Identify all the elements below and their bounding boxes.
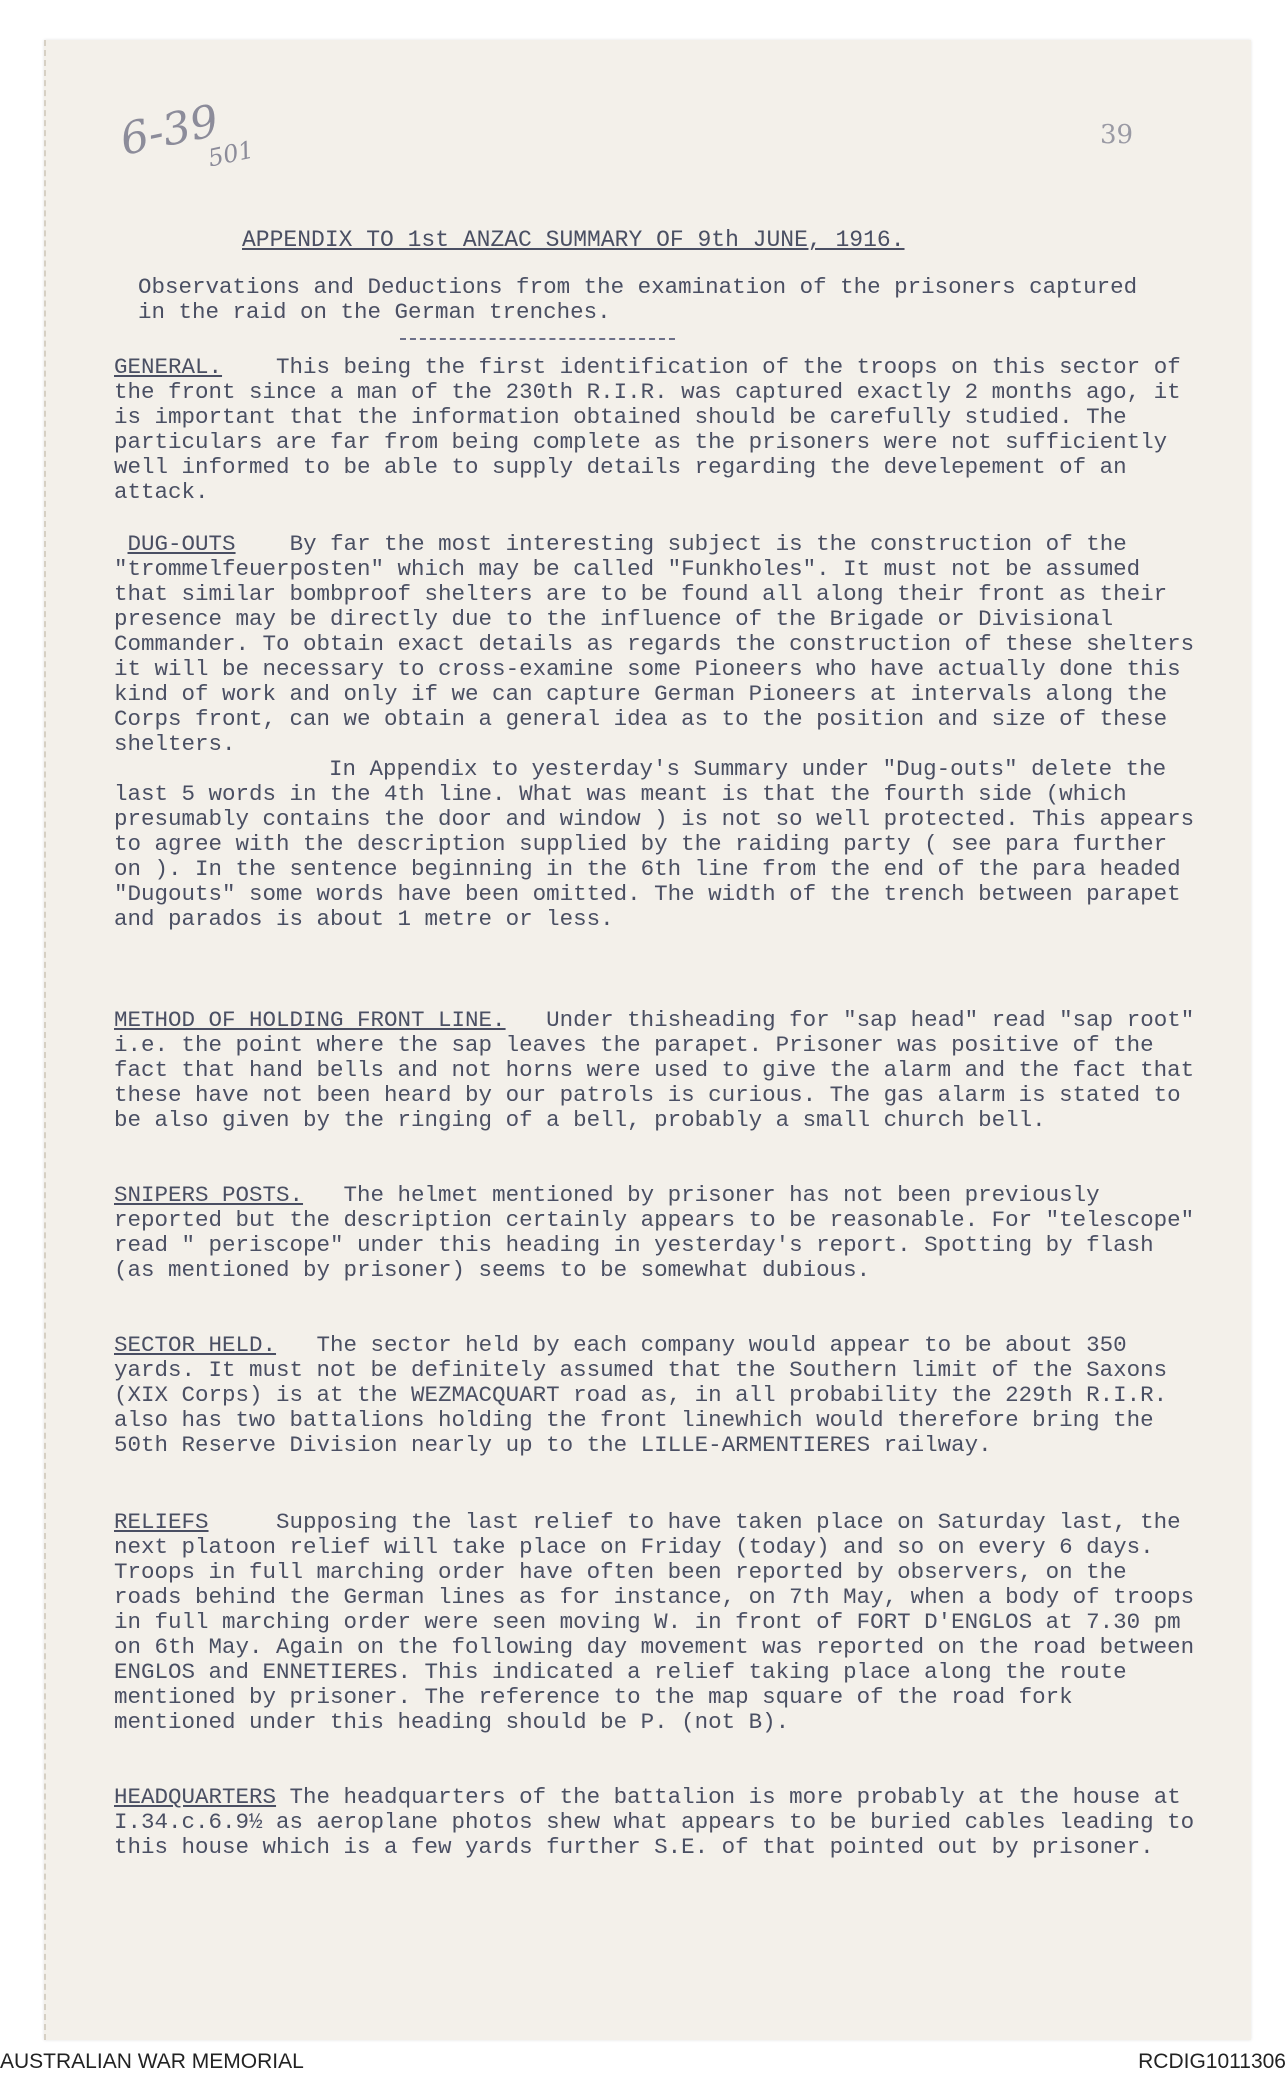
section-heading: METHOD OF HOLDING FRONT LINE. [114, 1007, 506, 1033]
section-heading: SECTOR HELD. [114, 1332, 277, 1358]
section-headquarters [114, 1785, 1204, 1860]
section-heading: GENERAL. [114, 354, 223, 380]
divider-rule [400, 338, 675, 340]
section-dugouts [114, 532, 1204, 932]
section-heading: SNIPERS POSTS. [114, 1182, 304, 1208]
document-title: APPENDIX TO 1st ANZAC SUMMARY OF 9th JUNE, 1916. [242, 227, 905, 253]
section-sector [114, 1333, 1204, 1458]
section-heading: DUG-OUTS [127, 531, 236, 557]
section-reliefs [114, 1510, 1204, 1735]
section-text: The sector held by each company would appear to be about 350 yards. It must not be definitely assumed that the Southern limit of the Saxons (XIX Corps) is at the WEZMACQUART road as, in all probability the 229th R.I.R. also has two battalions holding the front linewhich would therefore bring the 50th Reserve Division nearly up to the LILLE-ARMENTIERES railway. [114, 1332, 1168, 1458]
section-text: The headquarters of the battalion is more probably at the house at I.34.c.6.9½ as aeroplane photos shew what appears to be buried cables leading to this house which is a few yards further S.E. of that pointed out by prisoner. [114, 1784, 1195, 1860]
section-text: Supposing the last relief to have taken place on Saturday last, the next platoon relief will take place on Friday (today) and so on every 6 days. Troops in full marching order have often been reported by observers, on the roads behind the German lines as for instance, on 7th May, when a body of troops in full marching order were seen moving W. in front of FORT D'ENGLOS at 7.30 pm on 6th May. Again on the following day movement was reported on the road between ENGLOS and ENNETIERES. This indicated a relief taking place along the route mentioned by prisoner. The reference to the map square of the road fork mentioned under this heading should be P. (not B). [114, 1509, 1195, 1735]
section-general [114, 355, 1204, 505]
page-number: 39 [1100, 120, 1134, 150]
footer-id: RCDIG1011306 [1138, 2050, 1286, 2073]
handwritten-subreference: 501 [205, 135, 257, 173]
handwritten-reference: 6-39 [115, 95, 224, 166]
intro-paragraph: Observations and Deductions from the examination of the prisoners captured in the raid on the German trenches. [138, 274, 1138, 325]
section-method [114, 1008, 1204, 1133]
section-snipers [114, 1183, 1204, 1283]
section-text: Under thisheading for "sap head" read "sap root" i.e. the point where the sap leaves the parapet. Prisoner was positive of the fact that hand bells and not horns were used to give the alarm and the fact that these have not been heard by our patrols is curious. The gas alarm is stated to be also given by the ringing of a bell, probably a small church bell. [114, 1007, 1195, 1133]
section-text: By far the most interesting subject is the construction of the "trommelfeuerposten" which may be called "Funkholes". It must not be assumed that similar bombproof shelters are to be found all along their front as their presence may be directly due to the influence of the Brigade or Divisional Commander. To obtain exact details as regards the construction of these shelters it will be necessary to cross-examine some Pioneers who have actually done this kind of work and only if we can capture German Pioneers at intervals along the Corps front, can we obtain a general idea as to the position and size of these shelters. [114, 531, 1195, 757]
section-text: The helmet mentioned by prisoner has not been previously reported but the description certainly appears to be reasonable. For "telescope" read " periscope" under this heading in yesterday's report. Spotting by flash (as mentioned by prisoner) seems to be somewhat dubious. [114, 1182, 1195, 1283]
footer-source: AUSTRALIAN WAR MEMORIAL [0, 2050, 304, 2073]
section-text: This being the first identification of the troops on this sector of the front since a man of the 230th R.I.R. was captured exactly 2 months ago, it is important that the information obtained should be carefully studied. The particulars are far from being complete as the prisoners were not sufficiently well informed to be able to supply details regarding the develepement of an attack. [114, 354, 1181, 505]
section-text-continued: In Appendix to yesterday's Summary under "Dug-outs" delete the last 5 words in the 4th line. What was meant is that the fourth side (which presumably contains the door and window ) is not so well protected. This appears to agree with the description supplied by the raiding party ( see para further on ). In the sentence beginning in the 6th line from the end of the para headed "Dugouts" some words have been omitted. The width of the trench between parapet and parados is about 1 metre or less. [114, 756, 1195, 932]
section-heading: RELIEFS [114, 1509, 209, 1535]
section-heading: HEADQUARTERS [114, 1784, 277, 1810]
